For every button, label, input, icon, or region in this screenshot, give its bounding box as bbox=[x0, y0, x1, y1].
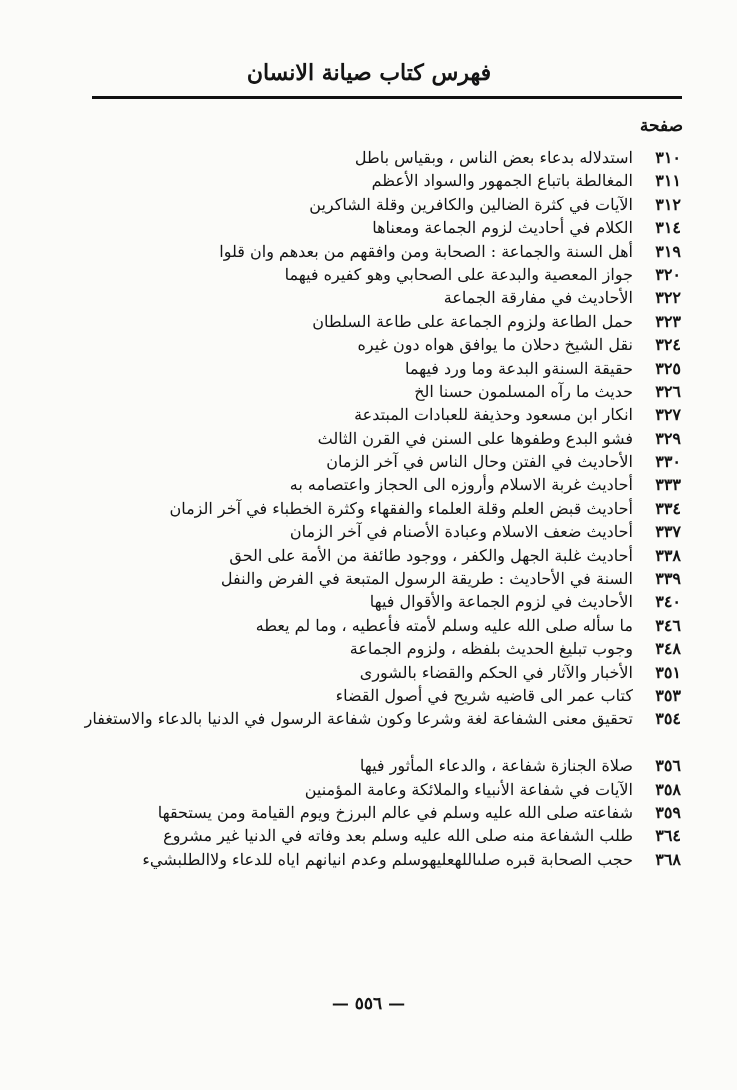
entry-page-number: ٣٣٣ bbox=[655, 475, 681, 495]
index-entry bbox=[41, 146, 681, 169]
entry-page-number: ٣٦٨ bbox=[655, 849, 681, 869]
index-entry bbox=[41, 450, 681, 473]
entry-title: السنة في الأحاديث : طريقة الرسول المتبعة في الفرض والنفل bbox=[220, 569, 633, 589]
entry-page-number: ٣٢٠ bbox=[655, 264, 681, 284]
index-entry bbox=[41, 216, 681, 239]
index-entry bbox=[41, 544, 681, 567]
entry-page-number: ٣٤٠ bbox=[655, 592, 681, 612]
entry-title: فشو البدع وطفوها على السنن في القرن الثالث bbox=[317, 428, 633, 448]
entry-title: طلب الشفاعة منه صلى الله عليه وسلم بعد وفاته في الدنيا غير مشروع bbox=[163, 826, 633, 846]
entry-page-number: ٣٢٧ bbox=[655, 405, 681, 425]
index-entry bbox=[41, 778, 681, 801]
index-entry bbox=[41, 286, 681, 309]
entry-title: الأحاديث في الفتن وحال الناس في آخر الزمان bbox=[326, 452, 633, 472]
entry-page-number: ٣٥٩ bbox=[655, 802, 681, 822]
entry-title: جواز المعصية والبدعة على الصحابي وهو كفيره فيهما bbox=[284, 264, 633, 284]
entry-page-number: ٣٥٦ bbox=[655, 756, 681, 776]
entry-page-number: ٣٢٤ bbox=[655, 335, 681, 355]
entry-page-number: ٣٤٦ bbox=[655, 615, 681, 635]
entry-title: الآيات في كثرة الضالين والكافرين وقلة الشاكرين bbox=[309, 194, 633, 214]
entry-page-number: ٣١٤ bbox=[655, 218, 681, 238]
index-entry bbox=[41, 567, 681, 590]
entry-title: حمل الطاعة ولزوم الجماعة على طاعة السلطان bbox=[312, 311, 633, 331]
entry-page-number: ٣٢٦ bbox=[655, 381, 681, 401]
entry-page-number: ٣٢٣ bbox=[655, 311, 681, 331]
entry-title: صلاة الجنازة شفاعة ، والدعاء المأثور فيها bbox=[359, 756, 633, 776]
entry-title: كتاب عمر الى قاضيه شريح في أصول القضاء bbox=[335, 685, 633, 705]
index-entry bbox=[41, 497, 681, 520]
entry-page-number: ٣٢٩ bbox=[655, 428, 681, 448]
index-entry bbox=[41, 193, 681, 216]
entry-title: الأحاديث في مفارقة الجماعة bbox=[443, 288, 633, 308]
entry-title: المغالطة باتباع الجمهور والسواد الأعظم bbox=[371, 171, 633, 191]
page-title: فهرس كتاب صيانة الانسان bbox=[246, 60, 492, 86]
index-entry bbox=[41, 754, 681, 777]
entry-title: حديث ما رآه المسلمون حسنا الخ bbox=[414, 381, 633, 401]
index-entry bbox=[41, 263, 681, 286]
index-entry bbox=[41, 403, 681, 426]
index-entry bbox=[41, 824, 681, 847]
index-entry bbox=[41, 169, 681, 192]
entry-title: أحاديث غربة الاسلام وأروزه الى الحجاز واعتصامه به bbox=[289, 475, 633, 495]
index-entry bbox=[41, 473, 681, 496]
entry-title: حقيقة السنةو البدعة وما ورد فيهما bbox=[404, 358, 633, 378]
index-entry bbox=[41, 520, 681, 543]
entry-title: أهل السنة والجماعة : الصحابة ومن وافقهم من بعدهم وان قلوا bbox=[219, 241, 633, 261]
entry-title: أحاديث قبض العلم وقلة العلماء والفقهاء وكثرة الخطباء في آخر الزمان bbox=[169, 498, 633, 518]
entry-title: الكلام في أحاديث لزوم الجماعة ومعناها bbox=[372, 218, 633, 238]
entry-page-number: ٣٤٨ bbox=[655, 639, 681, 659]
entry-page-number: ٣٥٨ bbox=[655, 779, 681, 799]
entry-title: وجوب تبليغ الحديث بلفظه ، ولزوم الجماعة bbox=[349, 639, 633, 659]
index-entry bbox=[41, 684, 681, 707]
index-entry bbox=[41, 357, 681, 380]
entry-title: الآيات في شفاعة الأنبياء والملائكة وعامة المؤمنين bbox=[304, 779, 633, 799]
entry-title: أحاديث غلبة الجهل والكفر ، ووجود طائفة من الأمة على الحق bbox=[229, 545, 633, 565]
entry-title: أحاديث ضعف الاسلام وعبادة الأصنام في آخر الزمان bbox=[289, 522, 633, 542]
entry-page-number: ٣٥١ bbox=[655, 662, 681, 682]
entry-page-number: ٣٥٣ bbox=[655, 685, 681, 705]
index-entry bbox=[41, 240, 681, 263]
index-entry bbox=[41, 333, 681, 356]
entry-page-number: ٣٢٢ bbox=[655, 288, 681, 308]
entry-title: تحقيق معنى الشفاعة لغة وشرعا وكون شفاعة الرسول في الدنيا بالدعاء والاستغفار bbox=[84, 709, 633, 729]
index-entry bbox=[41, 707, 681, 754]
index-entry bbox=[41, 590, 681, 613]
entry-page-number: ٣٢٥ bbox=[655, 358, 681, 378]
entry-title: استدلاله بدعاء بعض الناس ، وبقياس باطل bbox=[354, 148, 633, 167]
entry-title: حجب الصحابة قبره صلىاللهعليهوسلم وعدم انيانهم اياه للدعاء ولاالطلبشيء bbox=[142, 849, 633, 869]
entry-page-number: ٣١٩ bbox=[655, 241, 681, 261]
entry-title: شفاعته صلى الله عليه وسلم في عالم البرزخ ويوم القيامة ومن يستحقها bbox=[157, 802, 633, 822]
entry-title: نقل الشيخ دحلان ما يوافق هواه دون غيره bbox=[357, 335, 633, 355]
entry-title: ما سأله صلى الله عليه وسلم لأمته فأعطيه ، وما لم يعطه bbox=[255, 615, 633, 635]
entry-page-number: ٣٣٧ bbox=[655, 522, 681, 542]
entry-page-number: ٣١٢ bbox=[655, 194, 681, 214]
entry-title: الأحاديث في لزوم الجماعة والأقوال فيها bbox=[369, 592, 633, 612]
entry-page-number: ٣٦٤ bbox=[655, 826, 681, 846]
index-entry bbox=[41, 848, 681, 871]
index-entry bbox=[41, 614, 681, 637]
index-entry bbox=[41, 801, 681, 824]
entry-page-number: ٣١٠ bbox=[655, 148, 681, 167]
title-divider bbox=[92, 96, 682, 99]
entry-page-number: ٣٣٩ bbox=[655, 569, 681, 589]
index-entry bbox=[41, 637, 681, 660]
entry-page-number: ٣٣٤ bbox=[655, 498, 681, 518]
entry-page-number: ٣٣٨ bbox=[655, 545, 681, 565]
page-column-heading: صفحة bbox=[639, 116, 683, 136]
index-entry bbox=[41, 427, 681, 450]
entry-page-number: ٣٣٠ bbox=[655, 452, 681, 472]
entry-page-number: ٣٥٤ bbox=[655, 709, 681, 729]
entry-title: انكار ابن مسعود وحذيفة للعبادات المبتدعة bbox=[354, 405, 633, 425]
index-entry bbox=[41, 310, 681, 333]
page-number-footer: — ٥٥٦ — bbox=[331, 994, 406, 1014]
index-list bbox=[41, 146, 681, 871]
index-entry bbox=[41, 661, 681, 684]
entry-title: الأخبار والآثار في الحكم والقضاء بالشورى bbox=[359, 662, 633, 682]
index-entry bbox=[41, 380, 681, 403]
entry-page-number: ٣١١ bbox=[655, 171, 681, 191]
